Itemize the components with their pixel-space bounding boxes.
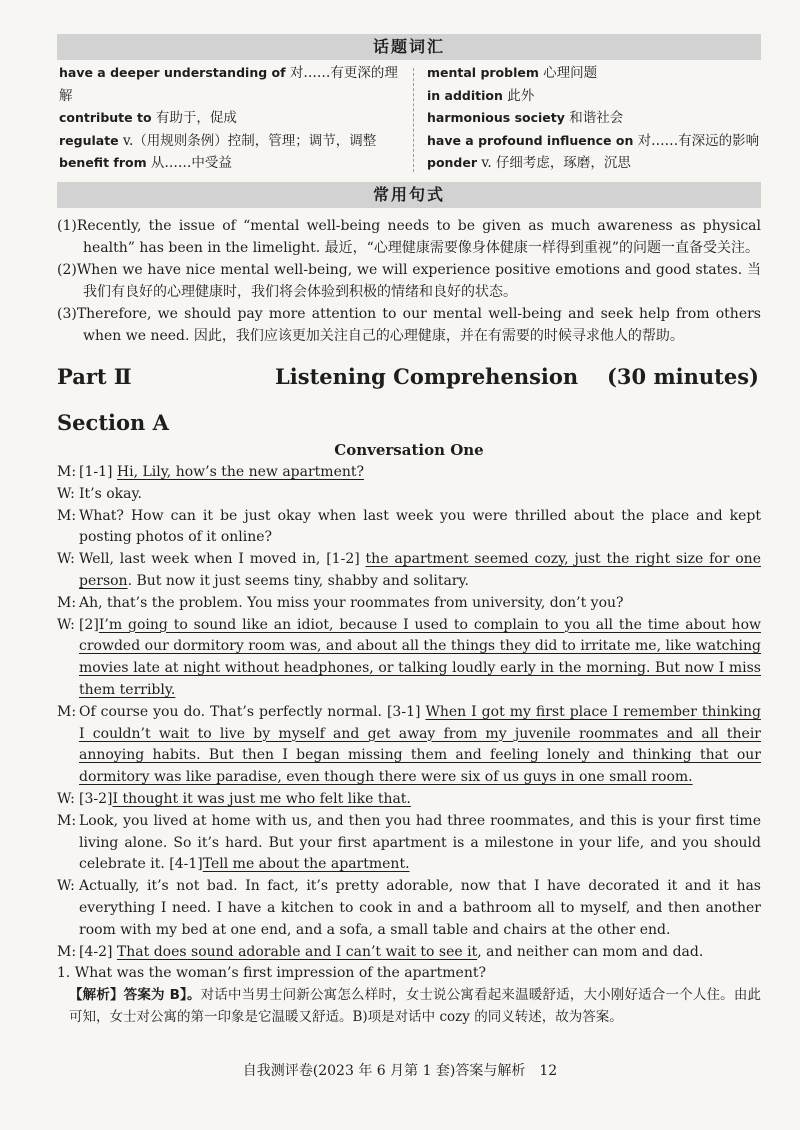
dialogue-turn <box>57 549 761 593</box>
vocab-term: have a profound influence on <box>427 132 634 148</box>
dialogue-text: [1-1] <box>79 464 117 480</box>
dialogue-turn <box>57 506 761 550</box>
vocab-meaning: 从……中受益 <box>146 155 232 171</box>
vocab-divider <box>413 68 414 172</box>
dialogue-turn <box>57 876 761 941</box>
sentence-list <box>57 216 761 348</box>
vocab-item <box>59 152 401 175</box>
dialogue-text: Look, you lived at home with us, and then you had three roommates, and this is your first time living alone. So it’s hard. But your first apartment is a milestone in your life, and you should celebrate it. [4-1] <box>79 812 761 873</box>
vocab-meaning: v. 仔细考虑，琢磨，沉思 <box>477 155 631 171</box>
section-heading: Section A <box>57 410 169 435</box>
page-footer: 自我测评卷(2023 年 6 月第 1 套)答案与解析 12 <box>242 1063 558 1079</box>
dialogue <box>57 462 761 1029</box>
vocab-left-column <box>59 62 401 175</box>
sentence-item: (3)Therefore, we should pay more attention to our mental well-being and seek help from others when we need. 因此，我们应该更加关注自己的心理健康，并在有需要的时候寻求他人的帮助。 <box>57 306 761 344</box>
sentence-item: (1)Recently, the issue of “mental well-being needs to be given as much awareness as physical health” has been in the limelight. 最近，“心理健康需要像身体健康一样得到重视”的问题一直备受关注。 <box>57 218 761 256</box>
speaker-label: W: <box>57 485 75 502</box>
dialogue-text: Well, last week when I moved in, [1-2] <box>79 551 366 568</box>
underlined-answer-text: I’m going to sound like an idiot, because I used to complain to you all the time about how crowded our dormitory room was, and about all the things they did to irritate me, like watching movies late at night without headphones, or talking loudly early in the morning. But now I miss them terribly. <box>79 616 761 698</box>
dialogue-text: [2] <box>79 616 99 633</box>
underlined-answer-text: I thought it was just me who felt like that. <box>112 790 411 807</box>
dialogue-text: . But now it just seems tiny, shabby and solitary. <box>127 572 469 589</box>
dialogue-text: Actually, it’s not bad. In fact, it’s pretty adorable, now that I have decorated it and it has everything I need. I have a kitchen to cook in and a bathroom all to myself, and then another room with my bed at one end, and a sofa, a small table and chairs at the other end. <box>79 878 761 938</box>
speaker-label: W: <box>57 616 75 633</box>
dialogue-text: [3-2] <box>79 790 113 807</box>
dialogue-text: What? How can it be just okay when last week you were thrilled about the place and kept posting photos of it online? <box>79 507 761 546</box>
speaker-label: M: <box>57 812 77 829</box>
dialogue-turn <box>57 484 761 506</box>
underlined-answer-text: That does sound adorable and I can’t wait to see it <box>116 943 478 960</box>
vocab-item <box>427 130 761 153</box>
vocab-meaning: 心理问题 <box>538 65 598 81</box>
vocab-term: contribute to <box>59 110 152 125</box>
dialogue-text: Of course you do. That’s perfectly normal. [3-1] <box>79 703 426 720</box>
underlined-answer-text: When I got my first place I remember thinking I couldn’t wait to live by myself and get away from my juvenile roommates and all their annoying habits. But then I began missing them and feeling lonely and thinking that our dormitory was like paradise, even though there were six of us guys in one small room. <box>79 703 761 786</box>
dialogue-text: , and neither can mom and dad. <box>477 943 704 960</box>
vocab-meaning: v.（用规则条例）控制，管理；调节，调整 <box>118 132 377 149</box>
vocab-item <box>59 107 401 130</box>
vocab-item <box>427 62 761 85</box>
speaker-label: W: <box>57 790 75 807</box>
vocab-meaning: 对……有深远的影响 <box>633 132 760 149</box>
part-heading <box>57 364 761 394</box>
vocab-term: benefit from <box>59 155 147 170</box>
dialogue-turn <box>57 615 761 702</box>
vocab-term: in addition <box>427 87 503 103</box>
dialogue-turn <box>57 593 761 615</box>
analysis-text: 对话中当男士问新公寓怎么样时，女士说公寓看起来温暖舒适，大小刚好适合一个人住。由此可知，女士对公寓的第一印象是它温暖又舒适。B)项是对话中 cozy 的同义转述，故为答案。 <box>69 987 762 1025</box>
dialogue-turn <box>57 702 761 789</box>
vocab-item <box>427 107 761 130</box>
analysis-tag: 【解析】答案为 B】。 <box>69 987 201 1004</box>
part-title: Listening Comprehension <box>275 364 579 389</box>
vocab-meaning: 对……有更深的理解 <box>59 65 398 104</box>
question: 1. What was the woman’s first impression of the apartment? <box>57 965 486 982</box>
speaker-label: M: <box>57 703 77 720</box>
vocab-item <box>59 62 401 107</box>
dialogue-turns <box>57 462 761 963</box>
speaker-label: W: <box>57 551 75 568</box>
dialogue-text: It’s okay. <box>79 485 142 502</box>
vocab-right-column <box>427 62 761 175</box>
vocab-meaning: 和谐社会 <box>564 110 624 126</box>
vocab-item <box>59 130 401 153</box>
vocab-meaning: 此外 <box>502 87 535 104</box>
underlined-answer-text: Tell me about the apartment. <box>202 856 410 873</box>
speaker-label: M: <box>57 943 77 960</box>
vocab-term: regulate <box>59 132 119 148</box>
vocab-header: 话题词汇 <box>57 34 761 60</box>
part-label: Part Ⅱ <box>57 364 132 389</box>
dialogue-turn <box>57 811 761 876</box>
vocab-item <box>427 85 761 108</box>
vocab-meaning: 有助于，促成 <box>151 110 237 126</box>
speaker-label: W: <box>57 878 75 895</box>
speaker-label: M: <box>57 507 77 524</box>
vocab-term: harmonious society <box>427 110 565 125</box>
vocab-term: mental problem <box>427 65 539 80</box>
sentence-item: (2)When we have nice mental well-being, we will experience positive emotions and good states. 当我们有良好的心理健康时，我们将会体验到积极的情绪和良好的状态。 <box>57 262 761 300</box>
vocab-block <box>57 62 761 174</box>
dialogue-turn <box>57 789 761 811</box>
speaker-label: M: <box>57 594 77 611</box>
conversation-title: Conversation One <box>334 441 484 459</box>
underlined-answer-text: Hi, Lily, how’s the new apartment? <box>116 464 365 480</box>
speaker-label: M: <box>57 464 77 480</box>
dialogue-text: [4-2] <box>79 943 117 960</box>
underlined-answer-text: the apartment seemed cozy, just the right size for one person <box>79 551 761 589</box>
vocab-term: ponder <box>427 155 478 170</box>
dialogue-turn <box>57 462 761 484</box>
vocab-term: have a deeper understanding of <box>59 65 286 80</box>
dialogue-text: Ah, that’s the problem. You miss your roommates from university, don’t you? <box>79 594 624 611</box>
sentences-header: 常用句式 <box>57 182 761 208</box>
part-time: (30 minutes) <box>606 364 759 389</box>
dialogue-turn <box>57 942 761 964</box>
analysis <box>57 985 761 1029</box>
vocab-item <box>427 152 761 175</box>
